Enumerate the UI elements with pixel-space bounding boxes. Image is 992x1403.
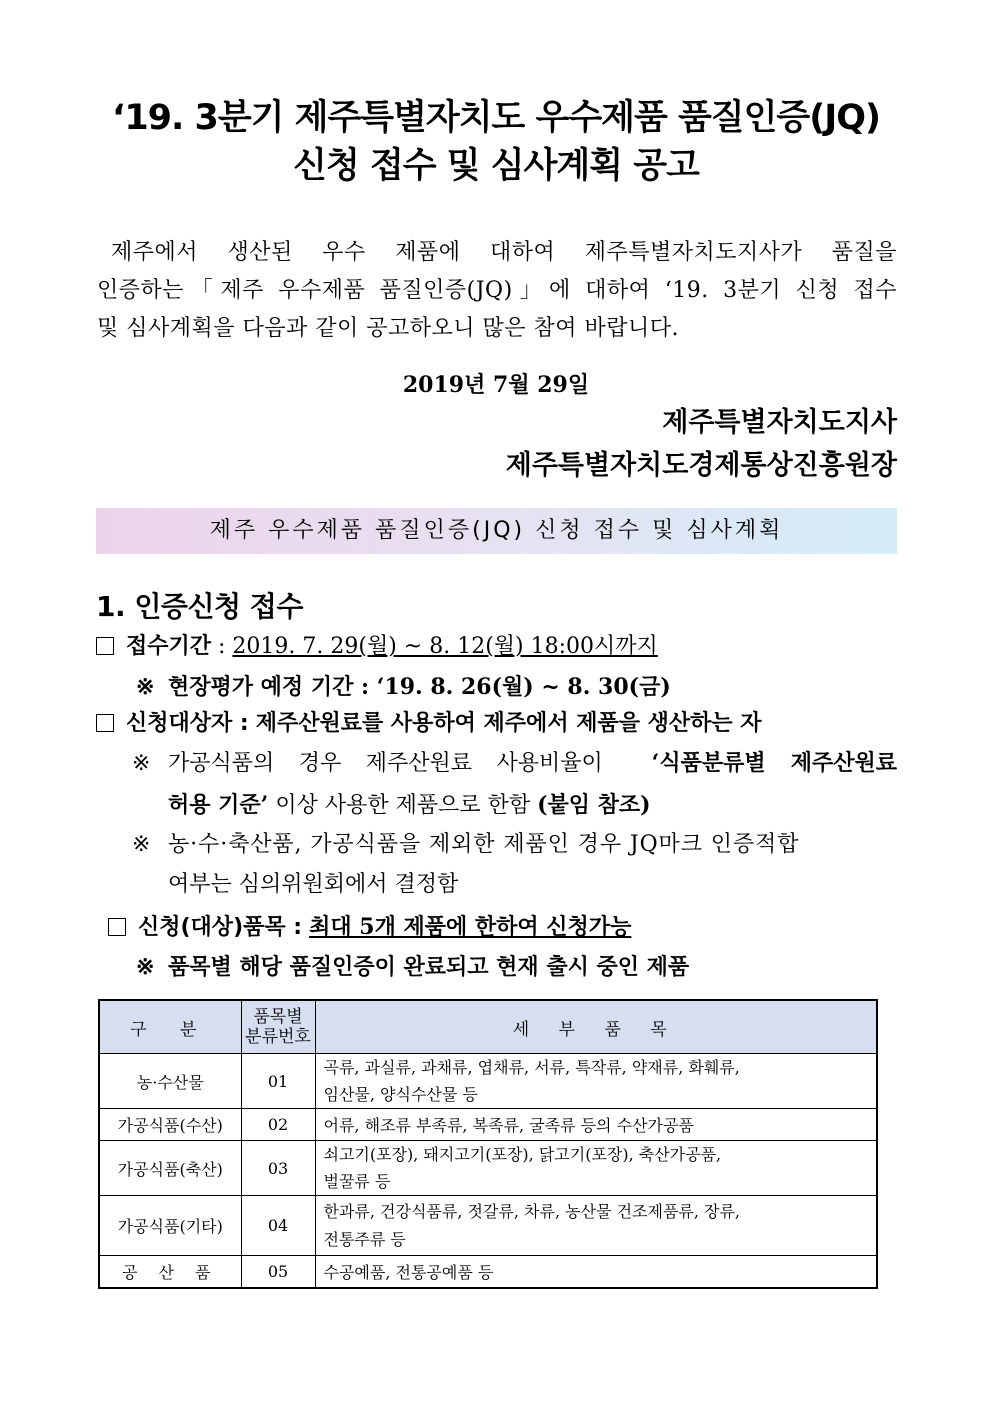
header-code [241,1000,315,1054]
row-code: 01 [241,1054,315,1109]
reference-mark-icon: ※ [132,751,151,776]
document-title-line2: 신청 접수 및 심사계획 공고 [293,146,699,186]
row-code: 02 [241,1109,315,1141]
checkbox-square-icon [96,714,114,732]
table-row [99,1109,877,1141]
signer-governor: 제주특별자치도지사 [662,407,897,438]
row-detail [315,1141,877,1196]
intro-paragraph [97,234,897,348]
intro-line: 인증하는「제주 우수제품 품질인증(JQ)」에 대하여 ‘19. 3분기 신청 접수 [97,278,897,303]
intro-line: 제주에서 생산된 우수 제품에 대하여 제주특별자치도지사가 품질을 [111,240,897,265]
row-detail: 어류, 해조류 부족류, 복족류, 굴족류 등의 수산가공품 [315,1109,877,1141]
row-category: 농·수산물 [99,1054,241,1109]
reference-mark-icon: ※ [136,954,155,980]
product-category-table [98,999,878,1289]
target-label: 신청대상자 : [126,711,249,736]
note-processed-food-cont [168,790,651,821]
note1-text-c: 허용 기준’ [168,792,269,818]
intro-line: 및 심사계획을 다음과 같이 공고하오니 많은 참여 바랍니다. [97,316,679,341]
application-target [96,708,762,739]
row-detail: 수공예품, 전통공예품 등 [315,1256,877,1288]
table-row [99,1054,877,1109]
header-code-line2: 분류번호 [245,1027,311,1047]
document-title-line1: ‘19. 3분기 제주특별자치도 우수제품 품질인증(JQ) [112,98,880,138]
row-detail-line: 전통주류 등 [323,1229,406,1249]
header-code-line1: 품목별 [253,1007,303,1027]
items-note-text: 품목별 해당 품질인증이 완료되고 현재 출시 중인 제품 [168,954,690,980]
application-items [108,912,631,943]
row-category: 가공식품(축산) [99,1141,241,1196]
note1-text-e: (붙임 참조) [537,792,651,818]
header-category: 구 분 [99,1000,241,1054]
table-row [99,1141,877,1196]
note1-text-b: ‘식품분류별 제주산원료 [651,750,897,776]
row-detail [315,1054,877,1109]
row-category: 가공식품(기타) [99,1196,241,1256]
row-detail-line: 한과류, 건강식품류, 젓갈류, 차류, 농산물 건조제품류, 장류, [323,1201,741,1221]
reference-mark-icon: ※ [132,832,151,857]
row-detail-line: 쇠고기(포장), 돼지고기(포장), 닭고기(포장), 축산가공품, [323,1145,722,1164]
period-label: 접수기간 [126,634,212,659]
section-banner: 제주 우수제품 품질인증(JQ) 신청 접수 및 심사계획 [96,508,897,554]
table-header-row [99,1000,877,1054]
section-heading: 1. 인증신청 접수 [96,590,303,623]
table-row [99,1256,877,1288]
period-value: 2019. 7. 29(월) ~ 8. 12(월) 18:00시까지 [232,634,658,659]
note2-text: 농·수·축산품, 가공식품을 제외한 제품인 경우 JQ마크 인증적합 [168,832,800,857]
header-detail: 세 부 품 목 [315,1000,877,1054]
note1-text-d: 이상 사용한 제품으로 한함 [268,793,538,818]
items-note [136,952,689,983]
announcement-date: 2019년 7월 29일 [402,372,590,398]
signer-agency-head: 제주특별자치도경제통상진흥원장 [505,450,897,481]
row-detail-line: 임산물, 양식수산물 등 [323,1085,478,1104]
table-row [99,1196,877,1256]
row-detail-line: 벌꿀류 등 [323,1172,391,1191]
checkbox-square-icon [96,637,114,655]
items-value: 최대 5개 제품에 한하여 신청가능 [309,914,632,940]
note1-text-a: 가공식품의 경우 제주산원료 사용비율이 [168,751,603,776]
target-value: 제주산원료를 사용하여 제주에서 제품을 생산하는 자 [255,710,762,736]
application-period [96,632,658,662]
reference-mark-icon: ※ [136,674,155,700]
evaluation-note-text: 현장평가 예정 기간 : ‘19. 8. 26(월) ~ 8. 30(금) [168,674,671,700]
note-other-products-cont: 여부는 심의위원회에서 결정함 [168,872,459,897]
row-detail-line: 곡류, 과실류, 과채류, 엽채류, 서류, 특작류, 약재류, 화훼류, [323,1058,740,1077]
period-separator: : [211,634,233,659]
row-code: 05 [241,1256,315,1288]
row-detail [315,1196,877,1256]
items-label: 신청(대상)품목 : [138,915,303,940]
evaluation-note [136,672,671,703]
row-code: 04 [241,1196,315,1256]
note-other-products [132,830,799,860]
row-category: 가공식품(수산) [99,1109,241,1141]
note-processed-food [132,748,897,779]
checkbox-square-icon [108,918,126,936]
row-category: 공 산 품 [99,1256,241,1288]
row-code: 03 [241,1141,315,1196]
